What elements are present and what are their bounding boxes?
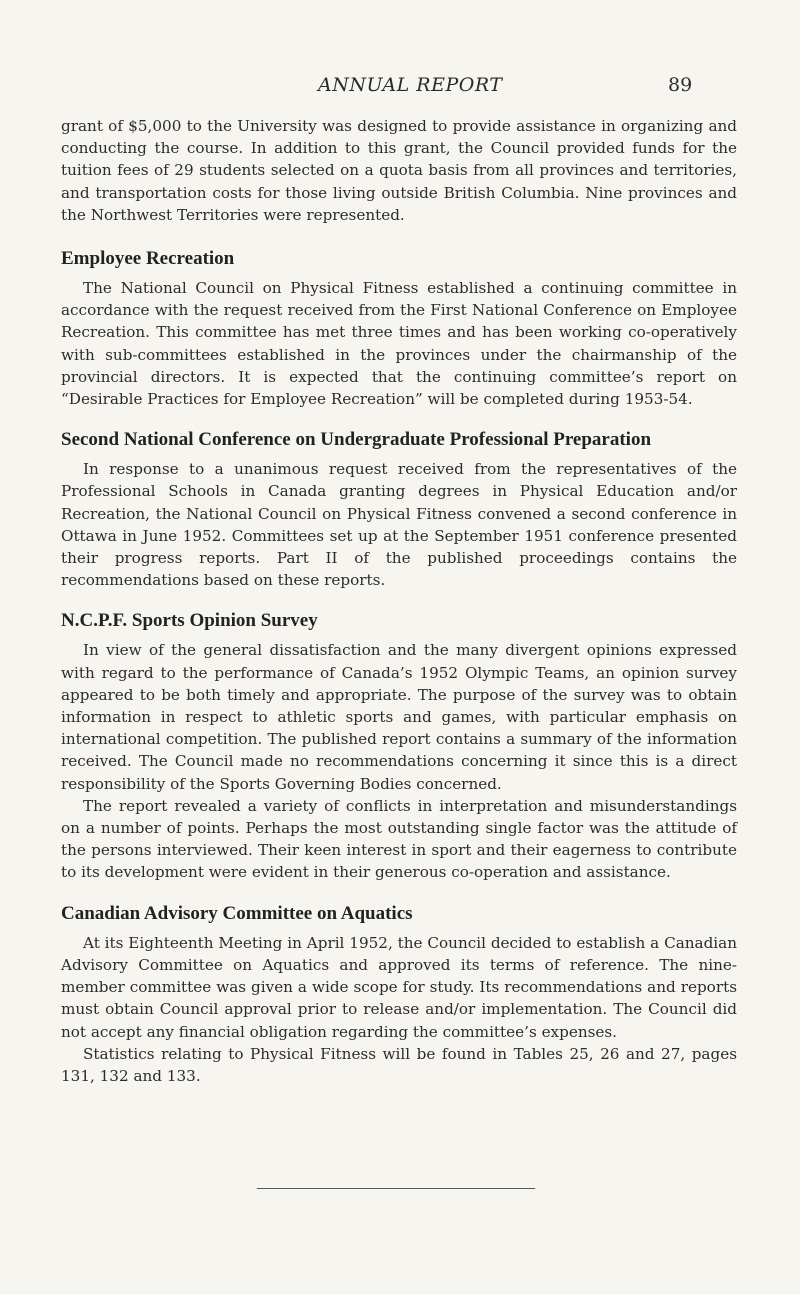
page-number: 89 — [668, 74, 693, 96]
running-title: ANNUAL REPORT — [318, 74, 503, 96]
section-paragraph: In response to a unanimous request received from the representatives of the Professional Schools in Canada granting degrees in Physical Education and/or Recreation, the National Council on Physical Fitness convened a second conference in Ottawa in June 1952. Committees set up at the September 1951 conference presented their progress reports. Part II of the published proceedings contains the recommendations based on these reports. — [61, 460, 737, 590]
section-paragraph: In view of the general dissatisfaction and the many divergent opinions expressed with regard to the performance of Canada’s 1952 Olympic Teams, an opinion survey appeared to be both timely and appropriate. The purpose of the survey was to obtain information in respect to athletic sports and games, with particular emphasis on international competition. The published report contains a summary of the information received. The Council made no recommendations concerning it since this is a direct responsibility of the Sports Governing Bodies concerned. — [61, 641, 737, 793]
report-body — [61, 115, 737, 1087]
section-heading-employee-recreation: Employee Recreation — [61, 248, 235, 270]
section-heading-sports-opinion-survey: N.C.P.F. Sports Opinion Survey — [61, 610, 318, 632]
intro-paragraph: grant of $5,000 to the University was designed to provide assistance in organizing and conducting the course. In addition to this grant, the Council provided funds for the tuition fees of 29 students selected on a quota basis from all provinces and territories, and transportation costs for those living outside British Columbia. Nine provinces and the Northwest Territories were represented. — [61, 117, 737, 224]
running-header — [0, 74, 800, 100]
closing-rule — [257, 1188, 535, 1189]
section-heading-advisory-committee-aquatics: Canadian Advisory Committee on Aquatics — [61, 902, 413, 924]
section-heading-second-national-conference: Second National Conference on Undergraduate Professional Preparation — [61, 429, 652, 451]
section-paragraph: At its Eighteenth Meeting in April 1952, the Council decided to establish a Canadian Advisory Committee on Aquatics and approved its terms of reference. The nine-member committee was given a wide scope for study. Its recommendations and reports must obtain Council approval prior to release and/or implementation. The Council did not accept any financial obligation regarding the committee’s expenses. — [61, 933, 737, 1041]
section-paragraph: Statistics relating to Physical Fitness will be found in Tables 25, 26 and 27, pages 131, 132 and 133. — [61, 1044, 737, 1085]
section-paragraph: The report revealed a variety of conflicts in interpretation and misunderstandings on a number of points. Perhaps the most outstanding single factor was the attitude of the persons interviewed. Their keen interest in sport and their eagerness to contribute to its development were evident in their generous co-operation and assistance. — [61, 796, 737, 882]
section-paragraph: The National Council on Physical Fitness established a continuing committee in accordance with the request received from the First National Conference on Employee Recreation. This committee has met three times and has been working co-operatively with sub-committees established in the provinces under the chairmanship of the provincial directors. It is expected that the continuing committee’s report on “Desirable Practices for Employee Recreation” will be completed during 1953-54. — [61, 279, 737, 409]
